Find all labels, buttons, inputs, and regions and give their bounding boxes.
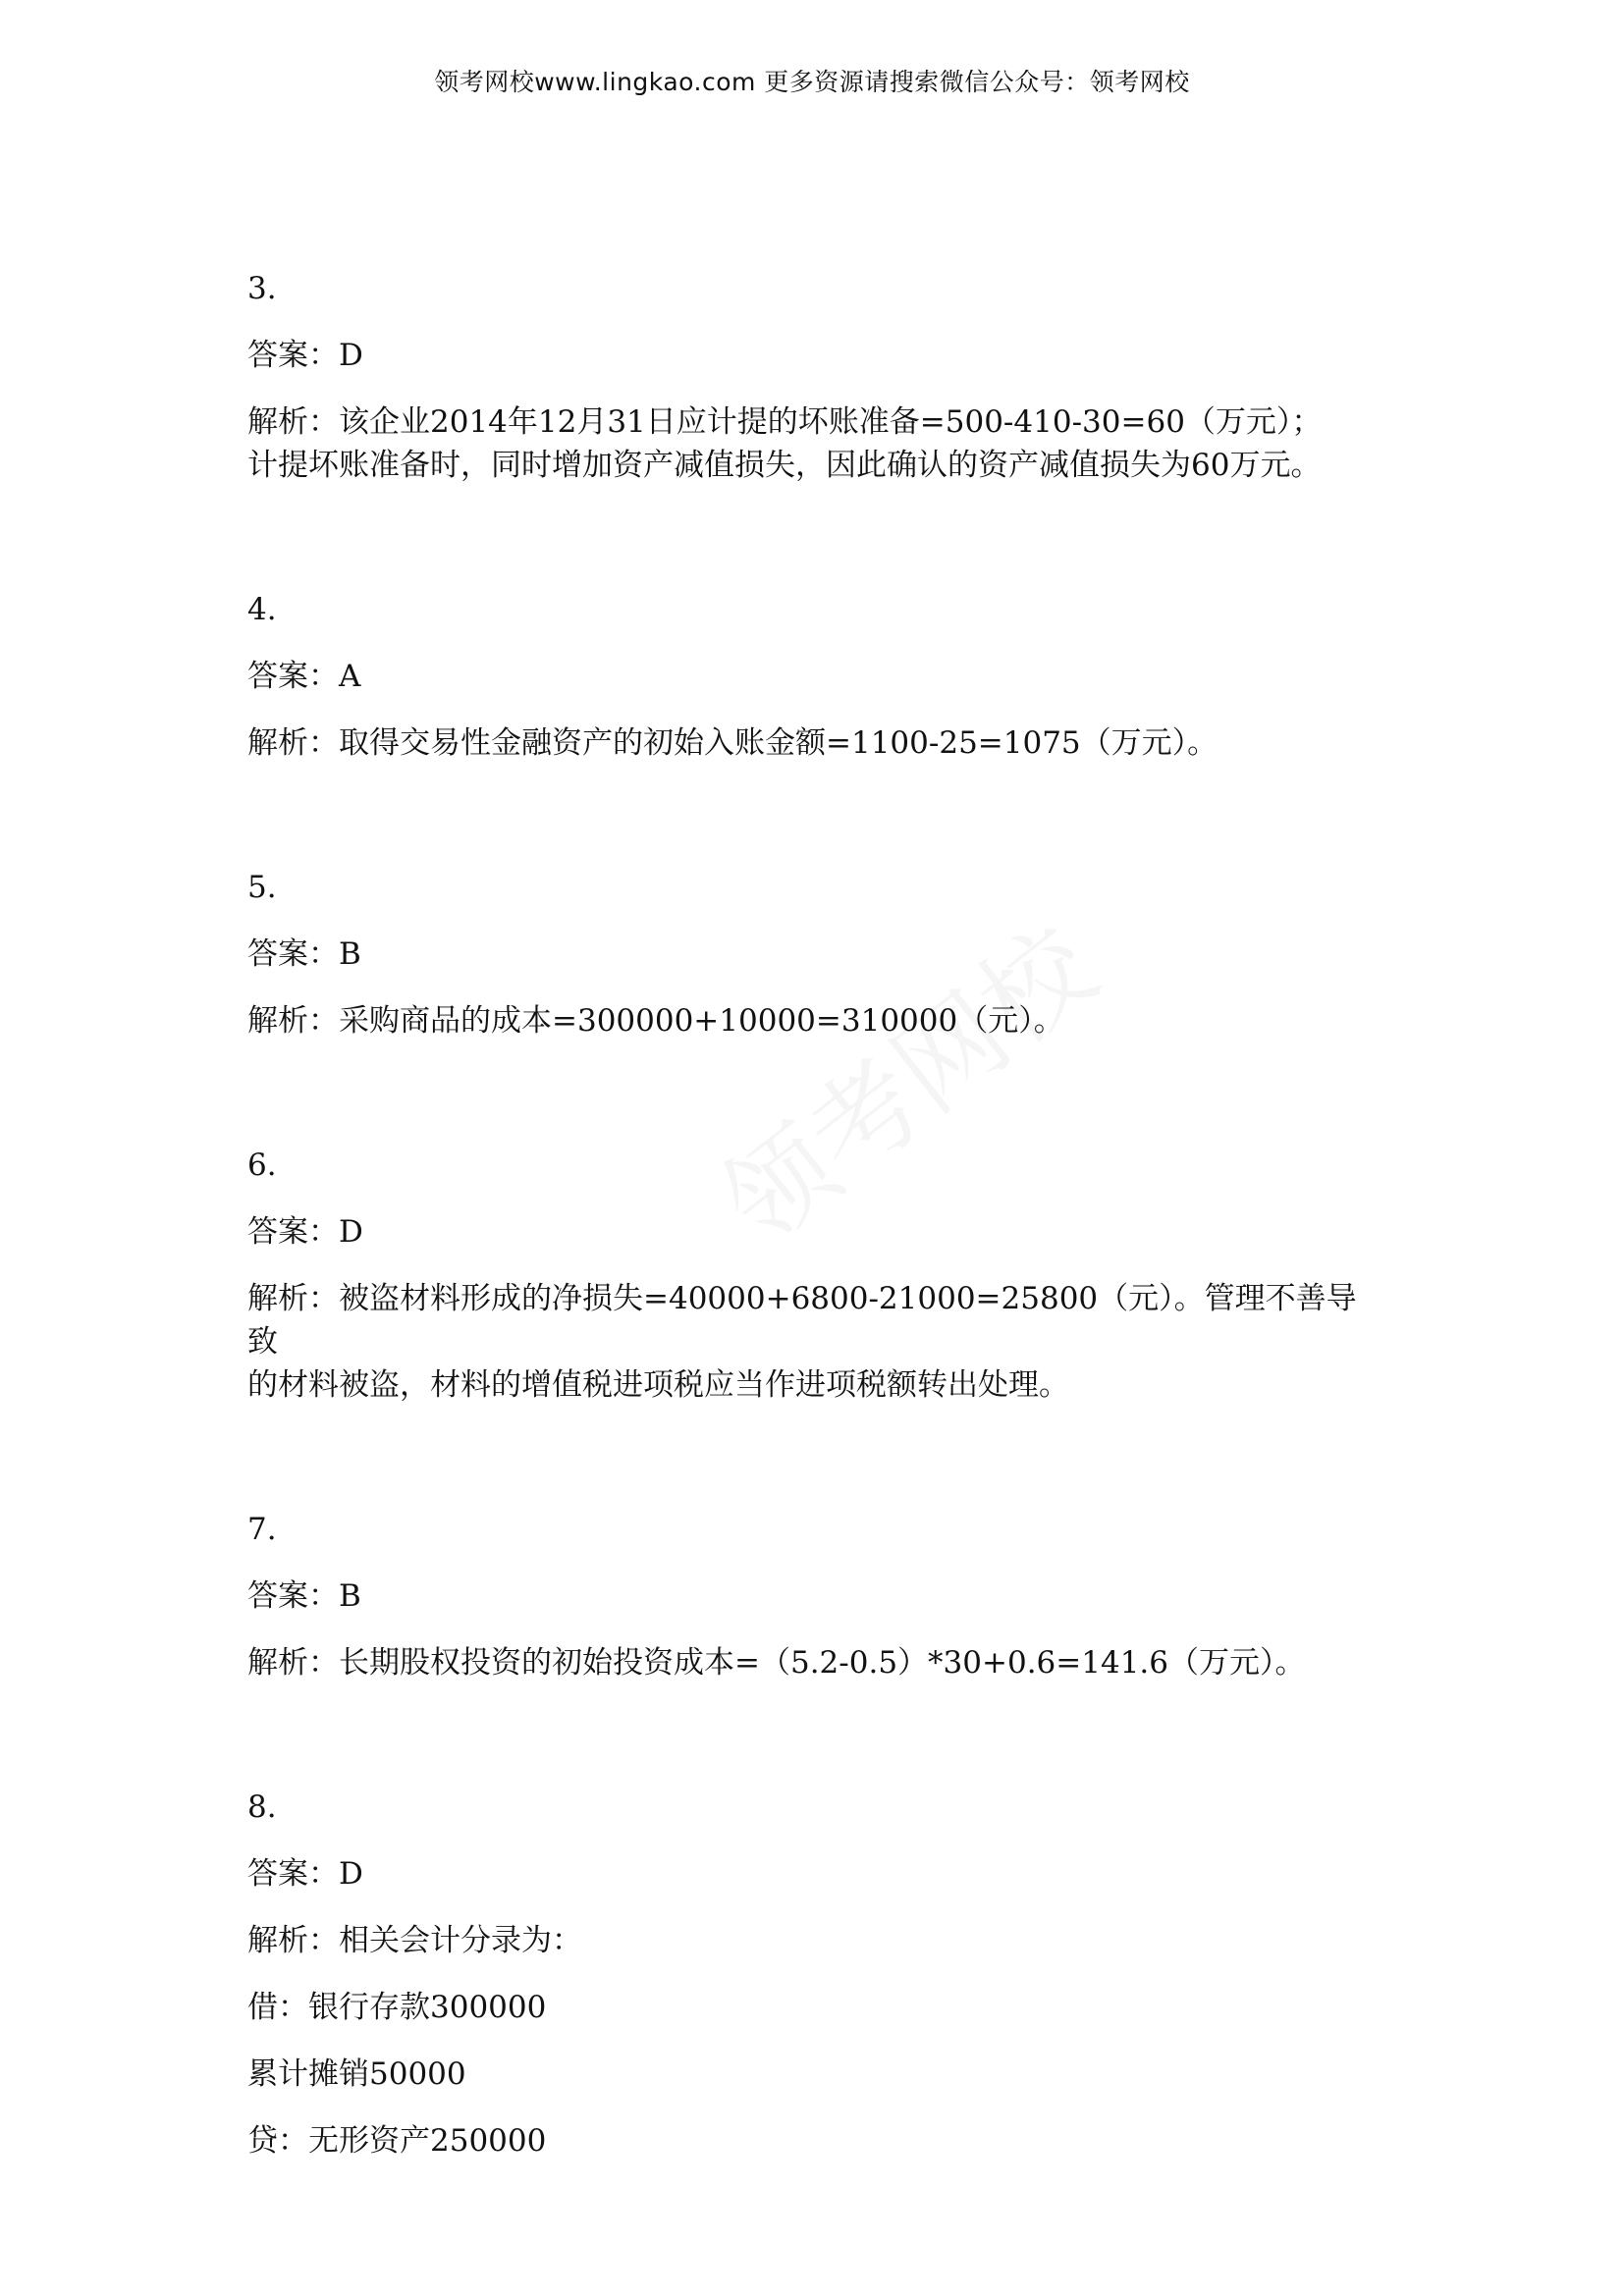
explanation xyxy=(247,1919,1386,2163)
explanation-line: 解析：相关会计分录为： xyxy=(247,1923,582,1958)
explanation xyxy=(247,1641,1386,1684)
explanation-line: 解析：长期股权投资的初始投资成本=（5.2-0.5）*30+0.6=141.6（万元）。 xyxy=(247,1645,1306,1681)
explanation-line: 解析：采购商品的成本=300000+10000=310000（元）。 xyxy=(247,1003,1064,1039)
explanation-line: 解析：取得交易性金融资产的初始入账金额=1100-25=1075（万元）。 xyxy=(247,725,1218,761)
question-number: 6. xyxy=(247,1148,277,1183)
answer-line: 答案：B xyxy=(247,936,361,972)
question-number: 7. xyxy=(247,1512,277,1547)
journal-entry-debit: 借：银行存款300000 xyxy=(247,1990,547,2025)
journal-entry-debit: 累计摊销50000 xyxy=(247,2056,466,2092)
question-item-3 xyxy=(247,267,1386,487)
explanation xyxy=(247,999,1386,1042)
explanation xyxy=(247,1277,1386,1407)
question-number: 8. xyxy=(247,1789,277,1825)
explanation-line: 计提坏账准备时，同时增加资产减值损失，因此确认的资产减值损失为60万元。 xyxy=(247,448,1322,483)
answer-line: 答案：D xyxy=(247,1214,363,1250)
explanation-line: 解析：被盗材料形成的净损失=40000+6800-21000=25800（元）。管理不善导致 xyxy=(247,1281,1357,1360)
question-item-5 xyxy=(247,866,1386,1042)
question-number: 3. xyxy=(247,271,277,306)
explanation-line: 解析：该企业2014年12月31日应计提的坏账准备=500-410-30=60（万元）； xyxy=(247,404,1323,440)
explanation xyxy=(247,721,1386,765)
answer-line: 答案：A xyxy=(247,659,361,694)
question-item-6 xyxy=(247,1144,1386,1407)
document-body xyxy=(247,267,1386,2163)
question-item-4 xyxy=(247,588,1386,765)
question-item-8 xyxy=(247,1786,1386,2163)
question-item-7 xyxy=(247,1508,1386,1684)
answer-line: 答案：D xyxy=(247,1856,363,1892)
question-number: 4. xyxy=(247,592,277,627)
question-number: 5. xyxy=(247,870,277,905)
answer-line: 答案：D xyxy=(247,338,363,373)
page-header: 领考网校www.lingkao.com 更多资源请搜索微信公众号：领考网校 xyxy=(434,68,1190,96)
explanation xyxy=(247,400,1386,487)
explanation-line: 的材料被盗，材料的增值税进项税应当作进项税额转出处理。 xyxy=(247,1367,1069,1403)
journal-entry-credit: 贷：无形资产250000 xyxy=(247,2123,547,2159)
answer-line: 答案：B xyxy=(247,1578,361,1614)
